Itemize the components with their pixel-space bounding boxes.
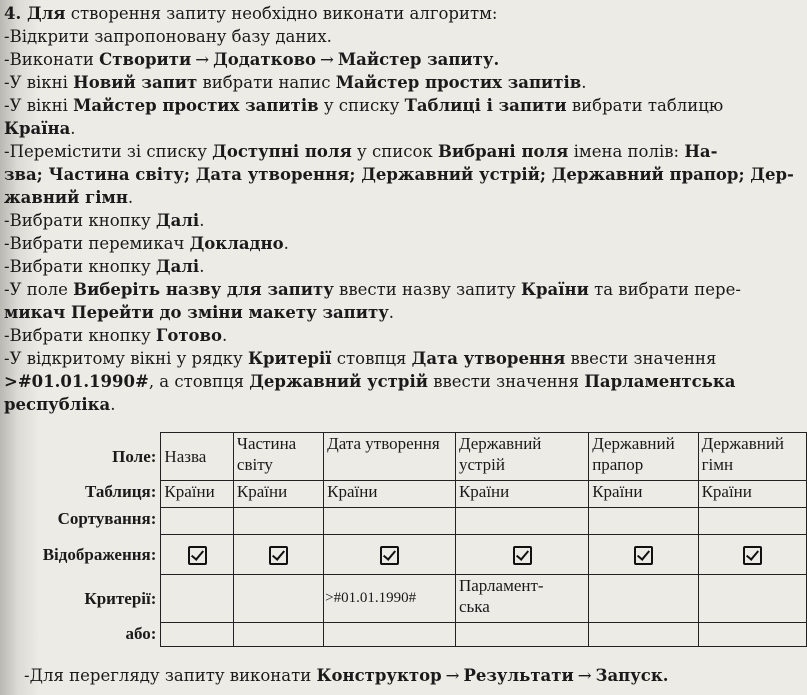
text: Для <box>26 4 66 23</box>
grid-cell[interactable] <box>233 623 323 647</box>
step-line-17 <box>4 370 800 393</box>
menu-name: Результати <box>463 666 574 685</box>
step-line-11 <box>4 232 800 255</box>
text: у список <box>351 142 438 161</box>
grid-cell[interactable]: Країни <box>324 481 456 508</box>
text: вибрати таблицю <box>566 96 724 115</box>
text: -Перемістити зі списку <box>4 142 213 161</box>
show-cell <box>589 535 698 575</box>
text: ввести значення <box>565 349 717 368</box>
text: Критерії <box>247 349 332 368</box>
menu-name: Запуск. <box>595 666 669 685</box>
text: На- <box>684 142 718 161</box>
row-label-field: Поле: <box>112 447 157 466</box>
grid-cell[interactable] <box>698 508 806 535</box>
show-cell <box>161 535 234 575</box>
row-show <box>6 535 807 575</box>
step-line-6 <box>4 117 800 140</box>
step-line-15 <box>4 324 800 347</box>
menu-name: Додатково <box>213 50 317 69</box>
text: . <box>199 257 205 276</box>
step-line-13 <box>4 278 800 301</box>
grid-cell[interactable] <box>589 508 698 535</box>
row-label-table: Таблиця: <box>84 481 157 501</box>
row-criteria <box>6 575 807 623</box>
text: та вибрати пере- <box>588 280 741 299</box>
row-label-criteria: Критерії: <box>84 589 157 608</box>
text: Далі <box>155 257 200 276</box>
text: -У поле <box>4 280 74 299</box>
grid-cell[interactable] <box>161 575 234 623</box>
text: -Вибрати перемикач <box>4 234 190 253</box>
text: . <box>70 119 76 138</box>
text: жавний гімн <box>4 188 128 207</box>
text: Вибрані поля <box>437 142 569 161</box>
grid-cell[interactable] <box>589 623 698 647</box>
checkbox-checked[interactable] <box>513 546 532 565</box>
text: -Виконати <box>4 50 100 69</box>
criteria-date-cell[interactable]: >#01.01.1990# <box>324 575 456 623</box>
row-field <box>6 433 807 481</box>
text: ввести значення <box>427 372 585 391</box>
grid-cell[interactable] <box>698 623 806 647</box>
grid-cell[interactable]: Державний прапор <box>589 433 698 481</box>
checkbox-checked[interactable] <box>634 546 653 565</box>
final-step <box>24 666 668 685</box>
step-line-4 <box>4 71 800 94</box>
row-table <box>6 481 807 508</box>
text: . <box>581 73 587 92</box>
grid-cell[interactable]: Частина світу <box>233 433 323 481</box>
text: створення запиту необхідно виконати алгоритм: <box>65 4 498 23</box>
grid-cell[interactable] <box>698 575 806 623</box>
checkbox-checked[interactable] <box>743 546 762 565</box>
criteria-gov-cell[interactable]: Парламент-ська <box>455 575 588 623</box>
grid-cell[interactable]: Країни <box>455 481 588 508</box>
text: . <box>127 188 134 207</box>
text: Новий запит <box>73 73 198 92</box>
text: . <box>283 234 289 253</box>
arrow-icon: → <box>445 666 460 685</box>
grid-cell[interactable]: Назва <box>161 433 234 481</box>
query-design-grid <box>6 432 807 647</box>
text: республіка <box>4 395 111 414</box>
row-label-sort: Сортування: <box>57 508 157 528</box>
row-sort <box>6 508 807 535</box>
text: микач Перейти до зміни макету запиту <box>4 303 389 322</box>
arrow-icon: → <box>577 666 592 685</box>
show-cell <box>455 535 588 575</box>
text: Країна <box>4 119 71 138</box>
step-line-3 <box>4 48 800 71</box>
grid-cell[interactable] <box>455 623 588 647</box>
text: -Вибрати кнопку <box>4 211 156 230</box>
text: -Вибрати кнопку <box>4 326 156 345</box>
arrow-icon: → <box>195 50 210 69</box>
text: у списку <box>318 96 405 115</box>
step-line-14 <box>4 301 800 324</box>
show-cell <box>698 535 806 575</box>
text: . <box>222 326 228 345</box>
step-line-1 <box>4 2 800 25</box>
row-or <box>6 623 807 647</box>
text: імена полів: <box>568 142 685 161</box>
step-line-16 <box>4 347 800 370</box>
checkbox-checked[interactable] <box>269 546 288 565</box>
text: -У вікні <box>4 96 74 115</box>
grid-cell[interactable] <box>161 508 234 535</box>
text: стовпця <box>331 349 412 368</box>
step-line-2 <box>4 25 800 48</box>
step-line-12 <box>4 255 800 278</box>
checkbox-checked[interactable] <box>380 546 399 565</box>
text: . <box>110 395 116 414</box>
text: ввести назву запиту <box>333 280 521 299</box>
grid-cell[interactable]: Дата утворення <box>324 433 456 481</box>
step-line-10 <box>4 209 800 232</box>
text: Таблиці і запити <box>404 96 567 115</box>
text: Дата утворення <box>411 349 566 368</box>
menu-name: Конструктор <box>316 666 442 685</box>
text: Виберіть назву для запиту <box>73 280 334 299</box>
text: вибрати напис <box>197 73 336 92</box>
menu-name: Майстер запиту. <box>337 50 500 69</box>
menu-name: Створити <box>99 50 192 69</box>
text: Державний устрій <box>249 372 428 391</box>
row-label-show: Відображення: <box>42 545 157 564</box>
grid-cell[interactable]: Країни <box>698 481 806 508</box>
step-line-8 <box>4 163 800 186</box>
text: Готово <box>155 326 223 345</box>
text: Далі <box>155 211 200 230</box>
grid-cell[interactable] <box>324 623 456 647</box>
text: Доступні поля <box>212 142 352 161</box>
grid-cell[interactable]: Державний гімн <box>698 433 806 481</box>
show-cell <box>233 535 323 575</box>
step-line-5 <box>4 94 800 117</box>
text: Майстер простих запитів <box>335 73 582 92</box>
instructions <box>4 2 800 416</box>
grid-cell[interactable] <box>233 575 323 623</box>
show-cell <box>324 535 456 575</box>
step-line-9 <box>4 186 800 209</box>
step-line-7 <box>4 140 800 163</box>
text: -Відкрити запропоновану базу даних. <box>4 27 332 46</box>
text: -Вибрати кнопку <box>4 257 156 276</box>
grid-cell[interactable]: Державний устрій <box>455 433 588 481</box>
text: Майстер простих запитів <box>73 96 319 115</box>
grid-cell[interactable] <box>161 623 234 647</box>
text: Парламентська <box>584 372 736 391</box>
text: Країни <box>521 280 589 299</box>
text: . <box>388 303 395 322</box>
grid-cell[interactable] <box>324 508 456 535</box>
step-number: 4. <box>4 4 27 23</box>
text: , а стовпця <box>148 372 250 391</box>
text: -Для перегляду запиту виконати <box>24 666 317 685</box>
text: Докладно <box>189 234 284 253</box>
grid-cell[interactable] <box>589 575 698 623</box>
grid-cell[interactable]: Країни <box>161 481 234 508</box>
grid-cell[interactable]: Країни <box>589 481 698 508</box>
checkbox-checked[interactable] <box>188 546 207 565</box>
arrow-icon: → <box>320 50 334 69</box>
grid-cell[interactable] <box>455 508 588 535</box>
text: зва; Частина світу; Дата утворення; Державний устрій; Державний прапор; Дер- <box>4 165 794 184</box>
text: . <box>199 211 205 230</box>
text: -У відкритому вікні у рядку <box>4 349 248 368</box>
grid-cell[interactable]: Країни <box>233 481 323 508</box>
text: -У вікні <box>4 73 74 92</box>
text: >#01.01.1990# <box>4 372 149 391</box>
row-label-or: або: <box>125 623 157 643</box>
step-line-18 <box>4 393 800 416</box>
grid-cell[interactable] <box>233 508 323 535</box>
